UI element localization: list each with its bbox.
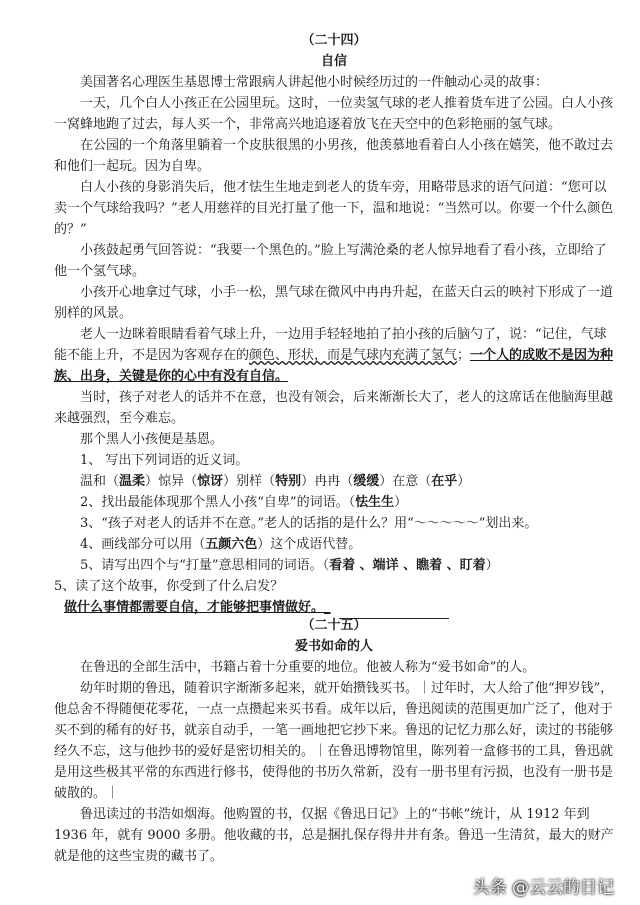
question-6: 5、读了这个故事，你受到了什么启发？ [54, 579, 284, 594]
section-title: 爱书如命的人 [294, 639, 373, 654]
q2-text: 2、找出最能体现那个黑人小孩“自卑”的词语。（ [80, 495, 356, 510]
q1-word: 在意 [392, 474, 419, 489]
q1-answer: 惊讶 [197, 474, 224, 489]
q1-answer: 温柔 [119, 474, 146, 489]
story-paragraph: 那个黑人小孩便是基恩。 [80, 432, 224, 447]
question-3: 3、“孩子对老人的话并不在意。”老人的话指的是什么？用“～～～～～”划出来。 [80, 516, 538, 531]
q5-answer: 看着 、端详 、瞧着 、盯着 [329, 558, 486, 573]
wavy-underlined-text: 颜色、形状，而是气球内充满了氢气 [249, 348, 458, 363]
story-paragraph: 小孩开心地拿过气球，小手一松，黑气球在微风中冉冉升起，在蓝天白云的映衬下形成了一道别样的风景。 [54, 285, 614, 321]
story-paragraph: 一天，几个白人小孩正在公园里玩。这时，一位卖氢气球的老人推着货车进了公园。白人小孩一窝蜂地跑了过去，每人买一个，非常高兴地追逐着放飞在天空中的色彩艳丽的氢气球。 [54, 96, 614, 132]
q2-answer: 怯生生 [355, 495, 395, 510]
q5-close: ） [485, 558, 499, 573]
q5-text: 5、请写出四个与“打量”意思相同的词语。（ [80, 558, 330, 573]
story-paragraph [54, 324, 614, 387]
story-paragraph: 当时，孩子对老人的话并不在意，也没有领会，后来渐渐长大了，老人的这席话在他脑海里越来越强烈，至今难忘。 [54, 390, 614, 426]
story-paragraph: 鲁迅读过的书浩如烟海。他购置的书，仅据《鲁迅日记》上的“书帐”统计，从 1912 年到 1936 年，就有 9000 多册。他收藏的书，总是捆扎保存得井井有条。鲁迅一生清贫，最大的财产就是他的这些宝贵的藏书了。 [54, 807, 614, 864]
q2-close: ） [394, 495, 408, 510]
story-paragraph: 白人小孩的身影消失后，他才怯生生地走到老人的货车旁，用略带恳求的语气问道：“您可以卖一个气球给我吗？”老人用慈祥的目光打量了他一下，温和地说：“当然可以。你要一个什么颜色的？” [54, 180, 614, 237]
story-paragraph: 在鲁迅的全部生活中，书籍占着十分重要的地位。他被人称为“爱书如命”的人。 [80, 660, 536, 675]
watermark: 头条 @云云的日记 [472, 878, 614, 898]
question-4 [54, 534, 614, 555]
question-2 [54, 492, 614, 513]
section-25 [54, 615, 614, 867]
question-1: 1、 写出下列词语的近义词。 [80, 453, 249, 468]
section-number: （二十五） [301, 618, 367, 633]
story-paragraph: 幼年时期的鲁迅，随着识字渐渐多起来，就开始攒钱买书。｜过年时，大人给了他“押岁钱”，他总舍不得随便花零花，一点一点攒起来买书看。成年以后，鲁迅阅读的范围更加广泛了，他对于买不到的稀有的好书，就亲自动手，一笔一画地把它抄下来。鲁迅的记忆力那么好，读过的书能够经久不忘，这与他抄书的爱好是密切相关的。｜在鲁迅博物馆里，陈列着一盒修书的工具，鲁迅就是用这些极其平常的东西进行修书，使得他的书历久常新，没有一册书里有污损，也没有一册书是破散的。｜ [54, 681, 614, 801]
q6-answer: 做什么事情都需要自信，才能够把事情做好。_ [64, 600, 331, 615]
question-1-answers: 温和（温柔）惊异（惊讶）别样（特别）冉冉（缓缓）在意（在乎） [80, 474, 471, 489]
story-paragraph: 美国著名心理医生基恩博士常跟病人讲起他小时候经历过的一件触动心灵的故事： [80, 75, 549, 90]
q4-tail: ）这个成语代替。 [257, 537, 362, 552]
q1-answer: 特别 [275, 474, 302, 489]
q1-word: 惊异 [158, 474, 185, 489]
q1-word: 温和 [80, 474, 107, 489]
story-text: 老人一边眯着眼睛看着气球上升，一边用手轻轻地拍了拍小孩的后脑勺了，说：“记住，气球能不能上升，不是因为客观存在的 [54, 327, 607, 363]
q1-word: 别样 [236, 474, 263, 489]
q1-answer: 缓缓 [353, 474, 380, 489]
story-paragraph: 在公园的一个角落里躺着一个皮肤很黑的小男孩，他羡慕地看着白人小孩在嬉笑，他不敢过去和他们一起玩。因为自卑。 [54, 138, 614, 174]
section-24 [54, 30, 614, 619]
section-number: （二十四） [301, 33, 367, 48]
q4-text: 4、画线部分可以用（ [80, 537, 206, 552]
underlined-answer: 一个人的成败不是因为种族、出身，关键是你的心中有没有自信。 [54, 348, 614, 384]
q1-word: 冉冉 [314, 474, 341, 489]
story-paragraph: 小孩鼓起勇气回答说：“我要一个黑色的。”脸上写满沧桑的老人惊异地看了看小孩，立即给了他一个氢气球。 [54, 243, 607, 279]
separator: ； [457, 348, 471, 363]
q1-answer: 在乎 [431, 474, 458, 489]
section-title: 自信 [320, 54, 347, 69]
question-5 [54, 555, 614, 576]
q4-answer: 五颜六色 [205, 537, 258, 552]
